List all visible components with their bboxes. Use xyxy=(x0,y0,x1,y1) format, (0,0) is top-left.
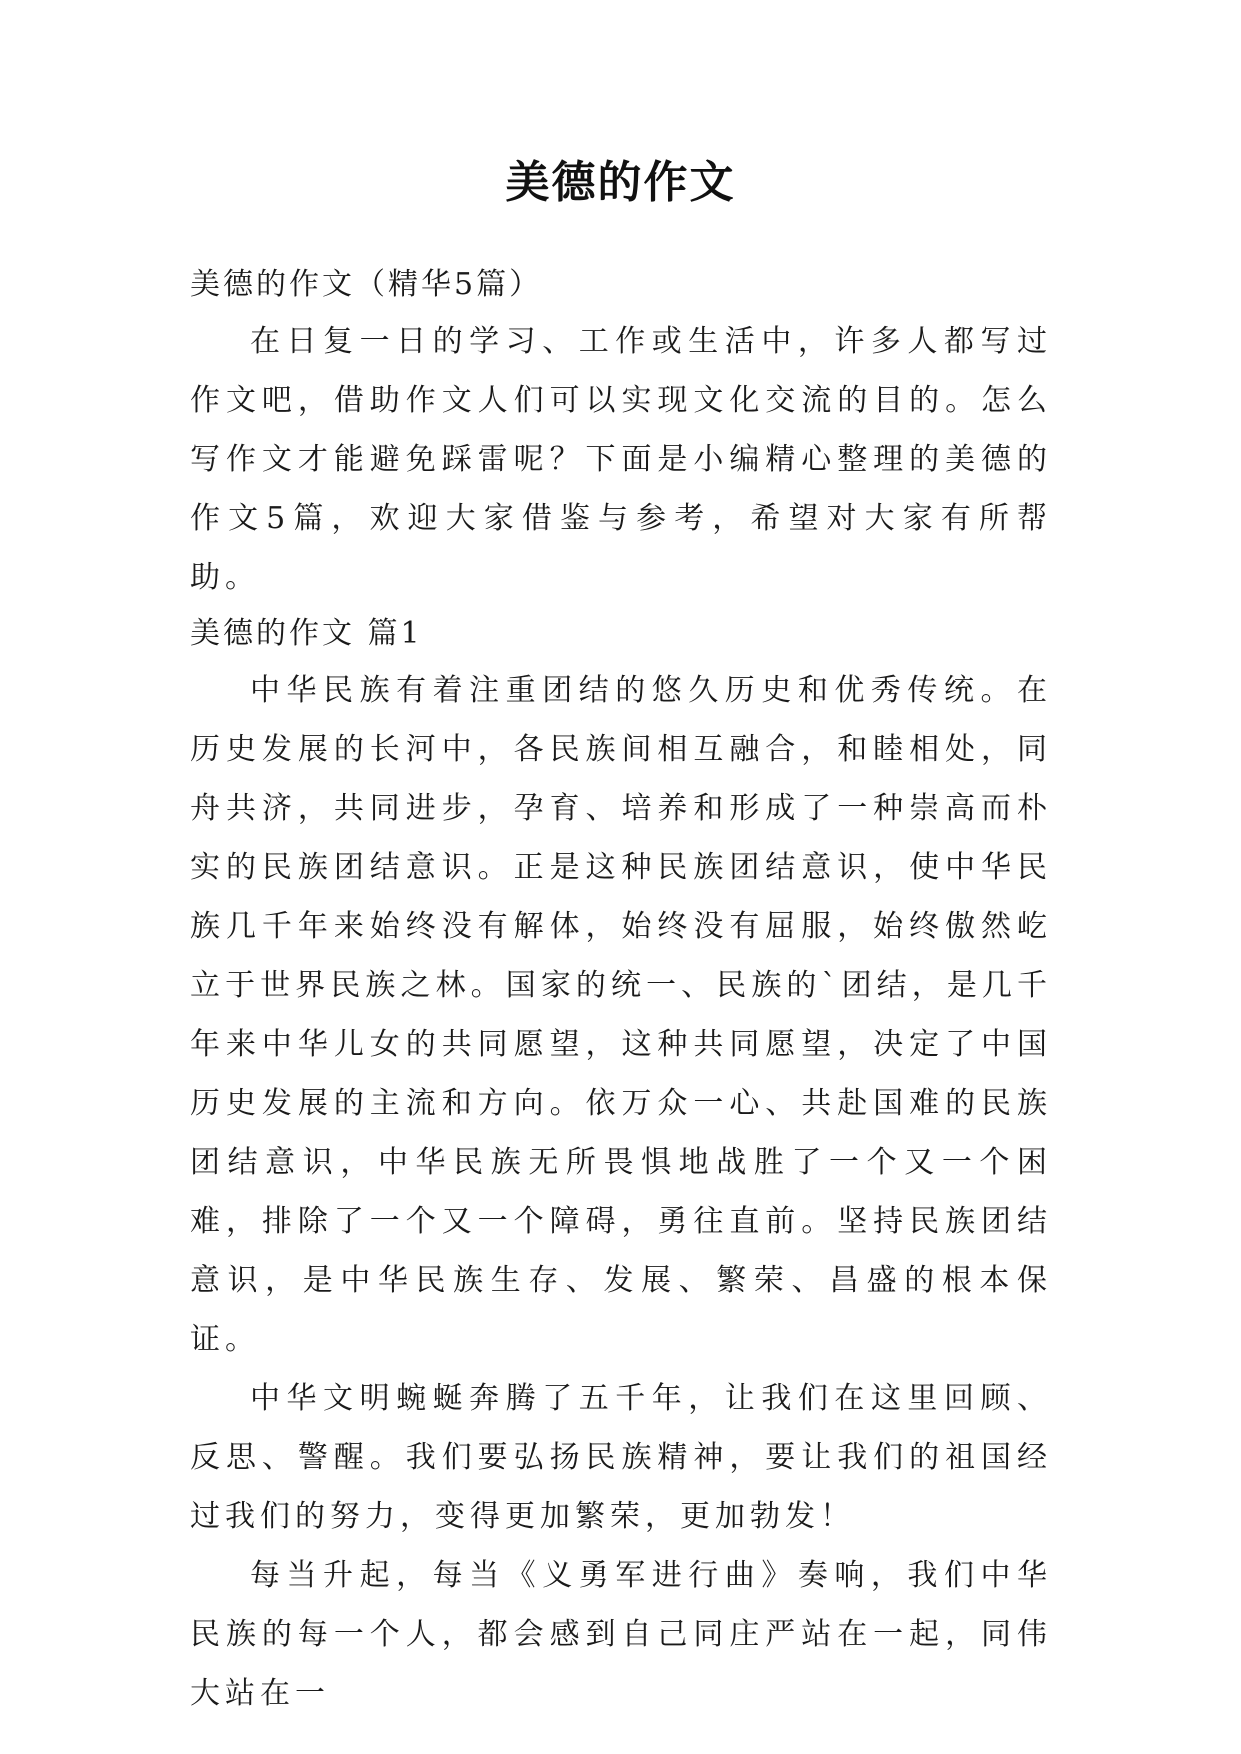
document-subtitle: 美德的作文（精华5篇） xyxy=(190,267,543,302)
document-title: 美德的作文 xyxy=(505,157,736,208)
body-paragraph: 中华文明蜿蜒奔腾了五千年，让我们在这里回顾、反思、警醒。我们要弘扬民族精神，要让我们的祖国经过我们的努力，变得更加繁荣，更加勃发！ xyxy=(190,1381,1052,1534)
body-paragraph: 中华民族有着注重团结的悠久历史和优秀传统。在历史发展的长河中，各民族间相互融合，和睦相处，同舟共济，共同进步，孕育、培养和形成了一种崇高而朴实的民族团结意识。正是这种民族团结意识，使中华民族几千年来始终没有解体，始终没有屈服，始终傲然屹立于世界民族之林。国家的统一、民族的`团结，是几千年来中华儿女的共同愿望，这种共同愿望，决定了中国历史发展的主流和方向。依万众一心、共赴国难的民族团结意识，中华民族无所畏惧地战胜了一个又一个困难，排除了一个又一个障碍，勇往直前。坚持民族团结意识，是中华民族生存、发展、繁荣、昌盛的根本保证。 xyxy=(190,673,1052,1357)
document-body xyxy=(190,258,1052,1723)
intro-paragraph: 在日复一日的学习、工作或生活中，许多人都写过作文吧，借助作文人们可以实现文化交流的目的。怎么写作文才能避免踩雷呢？下面是小编精心整理的美德的作文5篇，欢迎大家借鉴与参考，希望对大家有所帮助。 xyxy=(190,324,1052,595)
section-heading: 美德的作文 篇1 xyxy=(190,616,423,651)
essay-section xyxy=(190,607,1052,1723)
body-paragraph: 每当升起，每当《义勇军进行曲》奏响，我们中华民族的每一个人，都会感到自己同庄严站在一起，同伟大站在一 xyxy=(190,1558,1052,1711)
